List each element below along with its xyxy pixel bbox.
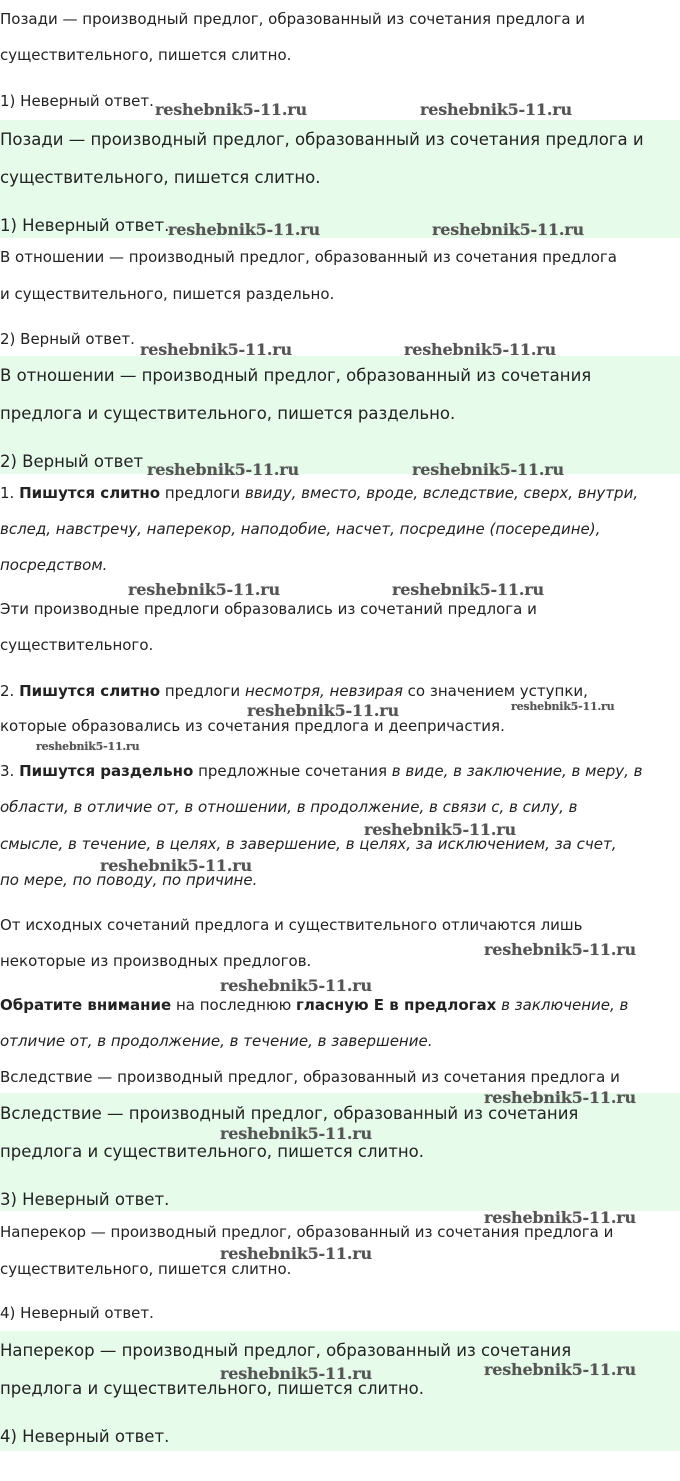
rule-bold: Пишутся раздельно [19,762,194,780]
answer-label: 1) Неверный ответ. [0,216,170,235]
watermark: reshebnik5-11.ru [168,220,320,239]
rule-bold: Пишутся слитно [19,484,161,502]
watermark: reshebnik5-11.ru [220,1364,372,1383]
watermark: reshebnik5-11.ru [484,1208,636,1227]
text-line: Наперекор — производный предлог, образованный из сочетания предлога и [0,1223,614,1241]
rule-examples: смысле, в течение, в целях, в завершение, в целях, за исключением, за счет, [0,835,617,853]
answer-block-7 [0,1208,680,1331]
watermark: reshebnik5-11.ru [484,1360,636,1379]
watermark: reshebnik5-11.ru [484,1088,636,1107]
rule-number: 3. [0,762,15,780]
text-line: Позади — производный предлог, образованный из сочетания предлога и [0,130,644,149]
rule-3-line-2 [0,800,577,815]
text-line: В отношении — производный предлог, образованный из сочетания предлога [0,248,617,266]
text-line: Наперекор — производный предлог, образованный из сочетания [0,1341,572,1360]
rule-1-line-3 [0,558,107,573]
answer-label: 2) Верный ответ [0,452,144,471]
text-line: существительного, пишется слитно. [0,1260,292,1278]
watermark: reshebnik5-11.ru [140,340,292,359]
rule-examples: посредством. [0,556,108,574]
text-line: существительного, пишется слитно. [0,46,292,64]
rule-text: со значением уступки, [407,682,588,700]
rule-examples: вслед, навстречу, наперекор, наподобие, насчет, посредине (посередине), [0,520,601,538]
text-line: предлога и существительного, пишется слитно. [0,1142,424,1161]
rule-bold: Пишутся слитно [19,682,161,700]
rule-2-line-1 [0,684,588,699]
watermark: reshebnik5-11.ru [404,340,556,359]
answer-label: 4) Неверный ответ. [0,1304,154,1322]
watermark: reshebnik5-11.ru [247,701,399,720]
text-line: существительного, пишется слитно. [0,168,321,187]
answer-block-6 [0,1093,680,1211]
watermark: reshebnik5-11.ru [412,460,564,479]
watermark: reshebnik5-11.ru [484,940,636,959]
rule-text: предлоги [164,484,241,502]
answer-block-3 [0,238,680,359]
rule-examples: по мере, по поводу, по причине. [0,871,258,889]
watermark: reshebnik5-11.ru [432,220,584,239]
answer-block-5-line: Вследствие — производный предлог, образованный из сочетания предлога и [0,1068,620,1086]
rule-number: 1. [0,484,15,502]
text-line: Позади — производный предлог, образованный из сочетания предлога и [0,10,586,28]
rule-4-line-2: некоторые из производных предлогов. [0,952,312,970]
note-bold: Обратите внимание [0,996,172,1014]
watermark: reshebnik5-11.ru [220,976,372,995]
rule-number: 2. [0,682,15,700]
answer-label: 2) Верный ответ. [0,330,135,348]
note-text: на последнюю [175,996,292,1014]
watermark: reshebnik5-11.ru [155,100,307,119]
rule-examples: ввиду, вместо, вроде, вследствие, сверх, внутри, [244,484,639,502]
rule-3-line-4 [0,873,257,888]
text-line: Вследствие — производный предлог, образованный из сочетания [0,1104,579,1123]
rule-2-line-2: которые образовались из сочетания предлога и деепричастия. [0,717,505,735]
watermark: reshebnik5-11.ru [147,460,299,479]
rule-text: предложные сочетания [198,762,387,780]
rule-1-line-1 [0,486,638,501]
note-examples: отличие от, в продолжение, в течение, в завершение. [0,1032,433,1050]
answer-label: 1) Неверный ответ. [0,92,154,110]
answer-label: 4) Неверный ответ. [0,1427,170,1446]
note-bold: гласную Е в предлогах [296,996,497,1014]
watermark: reshebnik5-11.ru [364,820,516,839]
rule-examples: несмотря, невзирая [244,682,403,700]
answer-block-1 [0,0,680,120]
watermark: reshebnik5-11.ru [511,700,615,713]
rule-1-explain-2: существительного. [0,636,154,654]
text-line: предлога и существительного, пишется слитно. [0,1379,424,1398]
rule-examples: области, в отличие от, в отношении, в продолжение, в связи с, в силу, в [0,798,578,816]
answer-block-8 [0,1331,680,1451]
rule-1-explain-1: Эти производные предлоги образовались из сочетаний предлога и [0,600,537,618]
note-examples: в заключение, в [501,996,629,1014]
rule-1-line-2 [0,522,600,537]
rule-3-line-1 [0,764,643,779]
answer-label: 3) Неверный ответ. [0,1190,170,1209]
watermark: reshebnik5-11.ru [128,580,280,599]
text-line: предлога и существительного, пишется раздельно. [0,404,456,423]
watermark: reshebnik5-11.ru [392,580,544,599]
answer-block-4 [0,356,680,474]
note-line-2 [0,1034,432,1049]
rule-3-line-3 [0,837,617,852]
text-line: и существительного, пишется раздельно. [0,285,335,303]
note-line-1 [0,998,628,1013]
rule-examples: в виде, в заключение, в меру, в [391,762,643,780]
watermark: reshebnik5-11.ru [220,1244,372,1263]
watermark: reshebnik5-11.ru [36,740,140,753]
rule-text: предлоги [164,682,241,700]
watermark: reshebnik5-11.ru [220,1124,372,1143]
watermark: reshebnik5-11.ru [100,856,252,875]
text-line: В отношении — производный предлог, образованный из сочетания [0,366,592,385]
rule-4-line-1: От исходных сочетаний предлога и существительного отличаются лишь [0,916,583,934]
watermark: reshebnik5-11.ru [420,100,572,119]
